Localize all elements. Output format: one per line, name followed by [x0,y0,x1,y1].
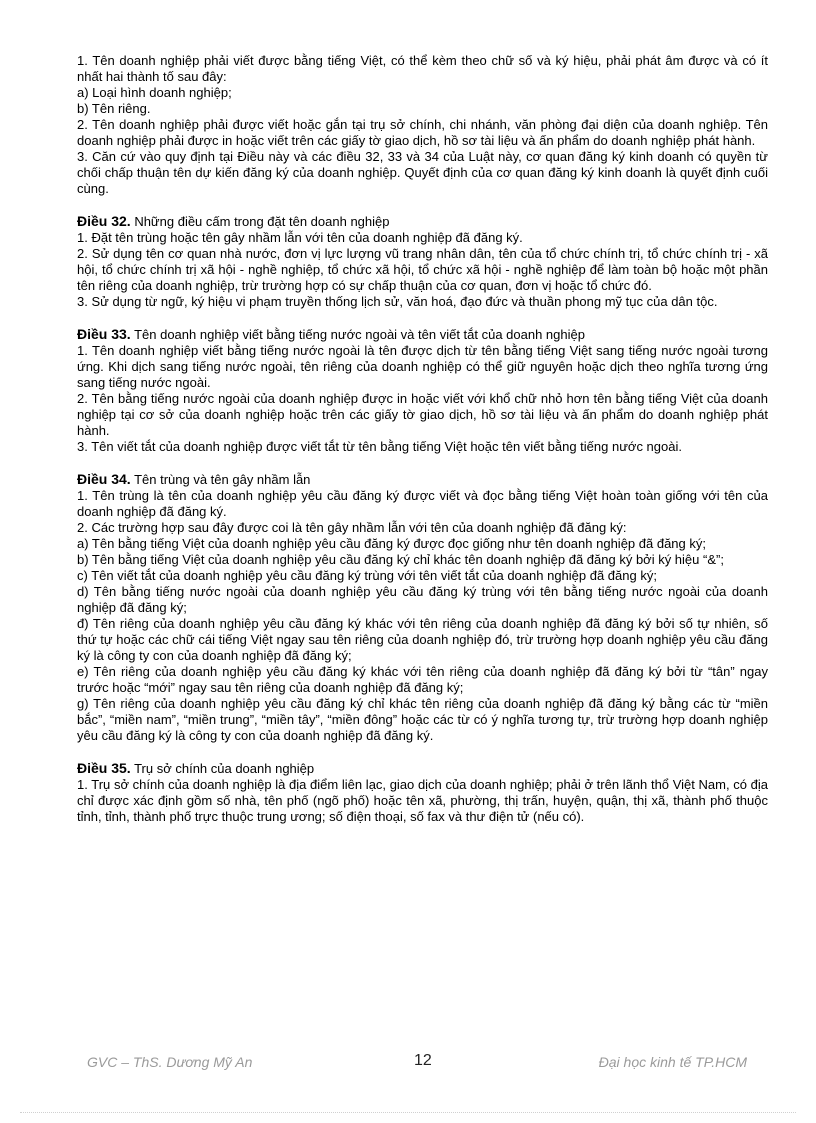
paragraph: g) Tên riêng của doanh nghiệp yêu cầu đăng ký chỉ khác tên riêng của doanh nghiệp đã đăng ký bằng các từ “miền bắc”, “miền nam”, “miền trung”, “miền tây”, “miền đông” hoặc các từ có ý nghĩa tương tự, trừ trường hợp doanh nghiệp yêu cầu đăng ký là công ty con của doanh nghiệp đã đăng ký. [77,696,768,743]
article-title: Những điều cấm trong đặt tên doanh nghiệp [130,214,390,229]
article-number: Điều 35. [77,760,131,776]
article-35 [77,760,768,825]
article-title: Trụ sở chính của doanh nghiệp [130,761,315,776]
paragraph: 1. Tên doanh nghiệp phải viết được bằng tiếng Việt, có thể kèm theo chữ số và ký hiệu, phải phát âm được và có ít nhất hai thành tố sau đây: [77,53,768,84]
paragraph: b) Tên riêng. [77,101,151,116]
article-heading [77,213,768,230]
paragraph: d) Tên bằng tiếng nước ngoài của doanh nghiệp yêu cầu đăng ký trùng với tên bằng tiếng nước ngoài của doanh nghiệp đã đăng ký; [77,584,768,615]
paragraph: a) Loại hình doanh nghiệp; [77,85,232,100]
paragraph: đ) Tên riêng của doanh nghiệp yêu cầu đăng ký khác với tên riêng của doanh nghiệp đã đăng ký bởi số tự nhiên, số thứ tự hoặc các chữ cái tiếng Việt ngay sau tên riêng của doanh nghiệp đó, trừ trường hợp doanh nghiệp yêu cầu đăng ký là công ty con của doanh nghiệp đã đăng ký; [77,616,768,663]
paragraph: b) Tên bằng tiếng Việt của doanh nghiệp yêu cầu đăng ký chỉ khác tên doanh nghiệp đã đăng ký bởi ký hiệu “&”; [77,552,724,567]
document-body [77,53,768,825]
article-title: Tên trùng và tên gây nhầm lẫn [130,472,311,487]
paragraph: 2. Các trường hợp sau đây được coi là tên gây nhầm lẫn với tên của doanh nghiệp đã đăng ký: [77,520,627,535]
paragraph: 2. Tên bằng tiếng nước ngoài của doanh nghiệp được in hoặc viết với khổ chữ nhỏ hơn tên bằng tiếng Việt của doanh nghiệp tại cơ sở của doanh nghiệp hoặc trên các giấy tờ giao dịch, hồ sơ tài liệu và ấn phẩm do doanh nghiệp phát hành. [77,391,768,438]
footer-author: GVC – ThS. Dương Mỹ An [87,1054,253,1070]
paragraph: e) Tên riêng của doanh nghiệp yêu cầu đăng ký khác với tên riêng của doanh nghiệp đã đăng ký bởi từ “tân” ngay trước hoặc “mới” ngay sau tên riêng của doanh nghiệp đã đăng ký; [77,664,768,695]
paragraph: c) Tên viết tắt của doanh nghiệp yêu cầu đăng ký trùng với tên viết tắt của doanh nghiệp đã đăng ký; [77,568,657,583]
article-heading [77,326,768,343]
article-title: Tên doanh nghiệp viết bằng tiếng nước ngoài và tên viết tắt của doanh nghiệp [130,327,585,342]
paragraph: 3. Tên viết tắt của doanh nghiệp được viết tắt từ tên bằng tiếng Việt hoặc tên viết bằng tiếng nước ngoài. [77,439,682,454]
page-bottom-divider [20,1112,796,1113]
paragraph: 1. Đặt tên trùng hoặc tên gây nhầm lẫn với tên của doanh nghiệp đã đăng ký. [77,230,523,245]
intro-section [77,53,768,197]
article-heading [77,471,768,488]
paragraph: 1. Tên trùng là tên của doanh nghiệp yêu cầu đăng ký được viết và đọc bằng tiếng Việt hoàn toàn giống với tên của doanh nghiệp đã đăng ký. [77,488,768,519]
paragraph: 2. Sử dụng tên cơ quan nhà nước, đơn vị lực lượng vũ trang nhân dân, tên của tổ chức chính trị, tổ chức chính trị - xã hội, tổ chức chính trị xã hội - nghề nghiệp, tổ chức xã hội, tổ chức xã hội - nghề nghiệp để làm toàn bộ hoặc một phần tên riêng của doanh nghiệp, trừ trường hợp có sự chấp thuận của cơ quan, đơn vị hoặc tổ chức đó. [77,246,768,293]
paragraph: 3. Sử dụng từ ngữ, ký hiệu vi phạm truyền thống lịch sử, văn hoá, đạo đức và thuần phong mỹ tục của dân tộc. [77,294,718,309]
paragraph: 1. Tên doanh nghiệp viết bằng tiếng nước ngoài là tên được dịch từ tên bằng tiếng Việt sang tiếng nước ngoài tương ứng. Khi dịch sang tiếng nước ngoài, tên riêng của doanh nghiệp có thể giữ nguyên hoặc dịch theo nghĩa tương ứng sang tiếng nước ngoài. [77,343,768,390]
footer-school: Đại học kinh tế TP.HCM [598,1054,747,1070]
paragraph: 3. Căn cứ vào quy định tại Điều này và các điều 32, 33 và 34 của Luật này, cơ quan đăng ký kinh doanh có quyền từ chối chấp thuận tên dự kiến đăng ký của doanh nghiệp. Quyết định của cơ quan đăng ký kinh doanh là quyết định cuối cùng. [77,149,768,196]
page-number: 12 [414,1052,432,1069]
article-number: Điều 34. [77,471,131,487]
article-number: Điều 32. [77,213,131,229]
paragraph: 1. Trụ sở chính của doanh nghiệp là địa điểm liên lạc, giao dịch của doanh nghiệp; phải ở trên lãnh thổ Việt Nam, có địa chỉ được xác định gồm số nhà, tên phố (ngõ phố) hoặc tên xã, phường, thị trấn, huyện, quận, thị xã, thành phố thuộc tỉnh, tỉnh, thành phố trực thuộc trung ương; số điện thoại, số fax và thư điện tử (nếu có). [77,777,768,824]
article-34 [77,471,768,744]
paragraph: 2. Tên doanh nghiệp phải được viết hoặc gắn tại trụ sở chính, chi nhánh, văn phòng đại diện của doanh nghiệp. Tên doanh nghiệp phải được in hoặc viết trên các giấy tờ giao dịch, hồ sơ tài liệu và ấn phẩm do doanh nghiệp phát hành. [77,117,768,148]
article-number: Điều 33. [77,326,131,342]
paragraph: a) Tên bằng tiếng Việt của doanh nghiệp yêu cầu đăng ký được đọc giống như tên doanh nghiệp đã đăng ký; [77,536,706,551]
article-32 [77,213,768,310]
article-heading [77,760,768,777]
page-footer [77,1052,747,1076]
article-33 [77,326,768,455]
